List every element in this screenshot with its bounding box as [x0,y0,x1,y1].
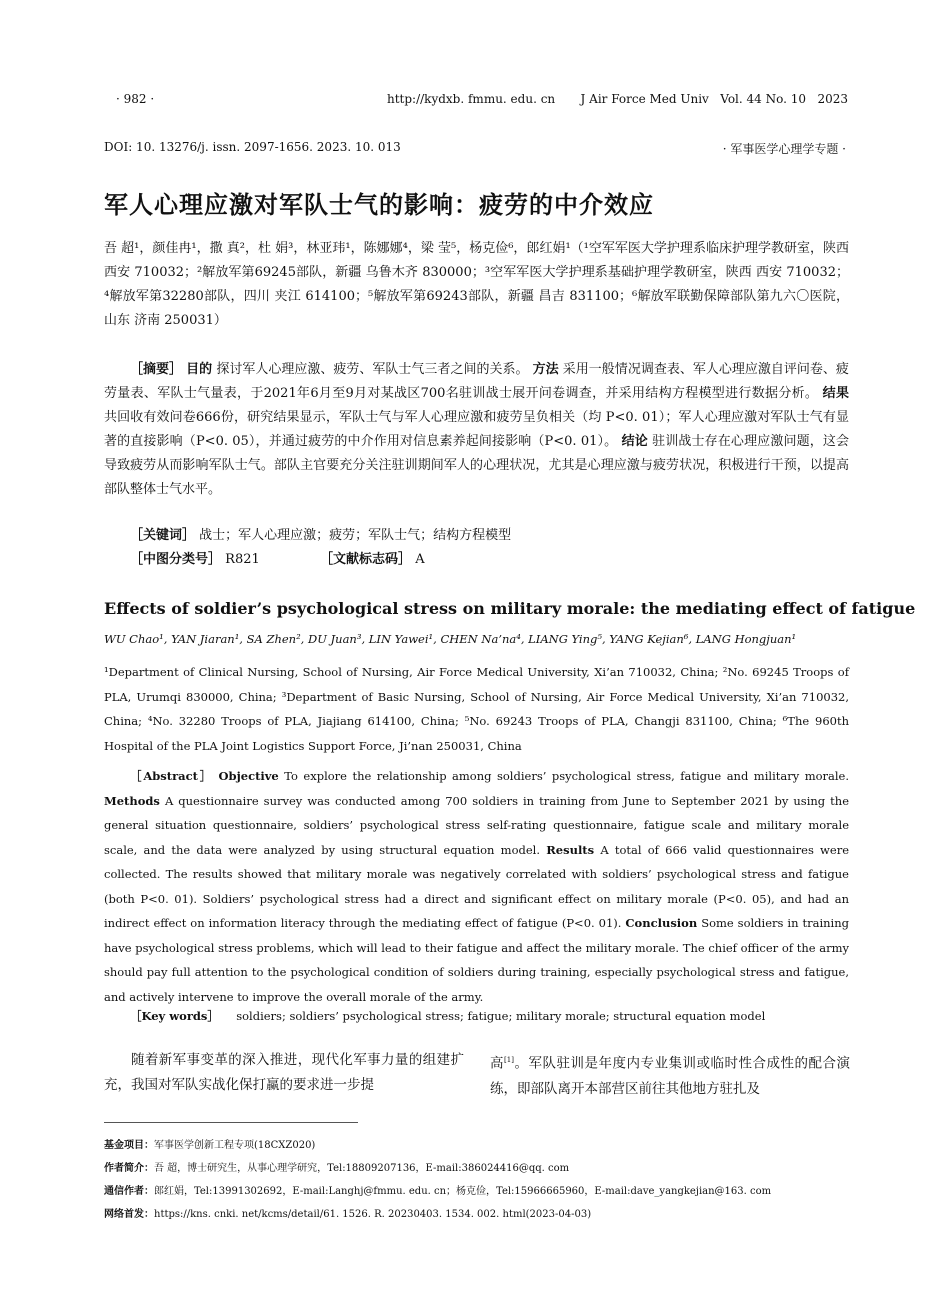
clc-label: ［中图分类号］ [130,552,222,567]
keywords-cn [130,524,850,548]
methods-text-cn: 采用一般情况调查表、军人心理应激自评问卷、疲劳量表、军队士气量表，于2021年6月至9月对某战区700名驻训战士展开问卷调查，并采用结构方程模型进行数据分析。 [104,362,849,401]
objective-label-cn: 目的 [186,362,213,377]
keywords-label-en: ［Key words］ [130,1009,219,1023]
fund-label: 基金项目： [104,1140,154,1151]
methods-text-en: A questionnaire survey was conducted among 700 soldiers in training from June to September 2021 by using the general situation questionnaire, soldiers’ psychological stress self-rating questionnaire, fatigue scale and military morale scale, and the data were analyzed by using structural equation model. [104,793,850,857]
corr-text: 郎红娟，Tel:13991302692，E-mail:Langhj@fmmu. edu. cn；杨克俭，Tel:15966665960，E-mail:dave_yangkejian@163. com [154,1186,772,1197]
keywords-label-cn: ［关键词］ [130,528,196,543]
page-number: · 982 · [116,92,155,106]
keywords-text-cn: 战士；军人心理应激；疲劳；军队士气；结构方程模型 [199,528,512,543]
conclusion-text-en: Some soldiers in training have psychological stress problems, which will lead to their fatigue and affect the military morale. The chief officer of the army should pay full attention to the psychological condition of soldiers during training, especially psychological stress and fatigue, and actively intervene to improve the overall morale of the army. [104,916,849,1004]
methods-label-cn: 方法 [532,362,559,377]
footnote-online [104,1205,591,1220]
bio-label: 作者简介： [104,1163,154,1174]
conclusion-text-cn: 驻训战士存在心理应激问题，这会导致疲劳从而影响军队士气。部队主官要充分关注驻训期间军人的心理状况，尤其是心理应激与疲劳状况，积极进行干预，以提高部队整体士气水平。 [104,434,850,497]
results-text-cn: 共回收有效问卷666份，研究结果显示，军队士气与军人心理应激和疲劳呈负相关（均 P<0. 01）；军人心理应激对军队士气有显著的直接影响（P<0. 05），并通过疲劳的中介作用对信息素养起间接影响（P<0. 01）。 [104,410,849,449]
clc-value: R821 [225,552,260,567]
abstract-en [104,764,849,1009]
footnote-author-bio [104,1159,569,1174]
online-label: 网络首发： [104,1209,154,1220]
results-label-en: Results [546,842,595,857]
journal-citation: J Air Force Med Univ Vol. 44 No. 10 2023 [580,92,848,106]
affiliations-cn: （¹空军军医大学护理系临床护理学教研室，陕西 西安 710032；²解放军第69245部队，新疆 乌鲁木齐 830000；³空军军医大学护理系基础护理学教研室，陕西 西安 710032；⁴解放军第32280部队，四川 夹江 614100；⁵解放军第69243部队，新疆 昌吉 831100；⁶解放军联勤保障部队第九六〇医院，山东 济南 250031） [104,241,850,328]
footnote-divider [104,1122,358,1123]
abstract-label-cn: ［摘要］ [130,362,183,377]
results-label-cn: 结果 [822,386,849,401]
conclusion-label-cn: 结论 [621,434,648,449]
doc-code-value: A [415,552,425,567]
doi: DOI: 10. 13276/j. issn. 2097-1656. 2023. 10. 013 [104,140,401,154]
footnote-corresponding [104,1182,771,1197]
abstract-cn [104,358,849,502]
body-right-start: 高 [490,1055,505,1072]
journal-url[interactable]: http://kydxb. fmmu. edu. cn [387,92,556,106]
results-text-en: A total of 666 valid questionnaires were collected. The results showed that military morale was negatively correlated with soldiers’ psychological stress and fatigue (both P<0. 01). Soldiers’ psychological stress had a direct and significant effect on military morale (P<0. 05), and had an indirect effect on information literacy through the mediating effect of fatigue (P<0. 01). [104,842,850,930]
body-right-text: 。军队驻训是年度内专业集训或临时性合成性的配合演练，即部队离开本部营区前往其他地方驻扎及 [490,1055,851,1097]
column-tag: · 军事医学心理学专题 · [722,142,846,156]
affiliations-en: ¹Department of Clinical Nursing, School of Nursing, Air Force Medical University, Xi’an 710032, China; ²No. 69245 Troops of PLA, Urumqi 830000, China; ³Department of Basic Nursing, School of Nursing, Air Force Medical University, Xi’an 710032, China; ⁴No. 32280 Troops of PLA, Jiajiang 614100, China; ⁵No. 69243 Troops of PLA, Changji 831100, China; ⁶The 960th Hospital of the PLA Joint Logistics Support Force, Ji’nan 250031, China [104,665,849,753]
authors-en: WU Chao¹, YAN Jiaran¹, SA Zhen², DU Juan³, LIN Yawei¹, CHEN Na’na⁴, LIANG Ying⁵, YANG Kejian⁶, LANG Hongjuan¹ [104,632,797,646]
bio-text: 吾 超，博士研究生，从事心理学研究，Tel:18809207136，E-mail:386024416@qq. com [154,1163,570,1174]
conclusion-label-en: Conclusion [625,916,698,930]
body-column-left: 随着新军事变革的深入推进，现代化军事力量的组建扩充，我国对军队实战化保打赢的要求进一步提 [104,1052,464,1093]
body-column-right [490,1048,850,1102]
citation-ref-1[interactable]: [1] [504,1056,514,1064]
objective-text-cn: 探讨军人心理应激、疲劳、军队士气三者之间的关系。 [216,362,529,377]
fund-text: 军事医学创新工程专项(18CXZ020) [154,1140,316,1151]
objective-label-en: Objective [218,769,279,783]
keywords-en [130,1004,850,1029]
authors-block-cn [104,237,849,333]
footnote-fund [104,1136,315,1151]
objective-text-en: To explore the relationship among soldiers’ psychological stress, fatigue and military morale. [284,769,850,783]
methods-label-en: Methods [104,793,160,808]
classification-line [130,548,850,572]
online-link[interactable]: https://kns. cnki. net/kcms/detail/61. 1526. R. 20230403. 1534. 002. html(2023-04-03) [154,1209,592,1220]
article-title-en: Effects of soldier’s psychological stress on military morale: the mediating effect of fatigue [104,599,916,618]
article-title-cn: 军人心理应激对军队士气的影响：疲劳的中介效应 [104,191,654,219]
authors-cn: 吾 超¹，颜佳冉¹，撒 真²，杜 娟³，林亚玮¹，陈娜娜⁴，梁 莹⁵，杨克俭⁶，郎红娟¹ [104,241,571,256]
corr-label: 通信作者： [104,1186,154,1197]
doc-code-label: ［文献标志码］ [320,552,412,567]
abstract-label-en: ［Abstract］ [130,769,214,783]
keywords-text-en: soldiers; soldiers’ psychological stress; fatigue; military morale; structural equation model [236,1009,766,1023]
